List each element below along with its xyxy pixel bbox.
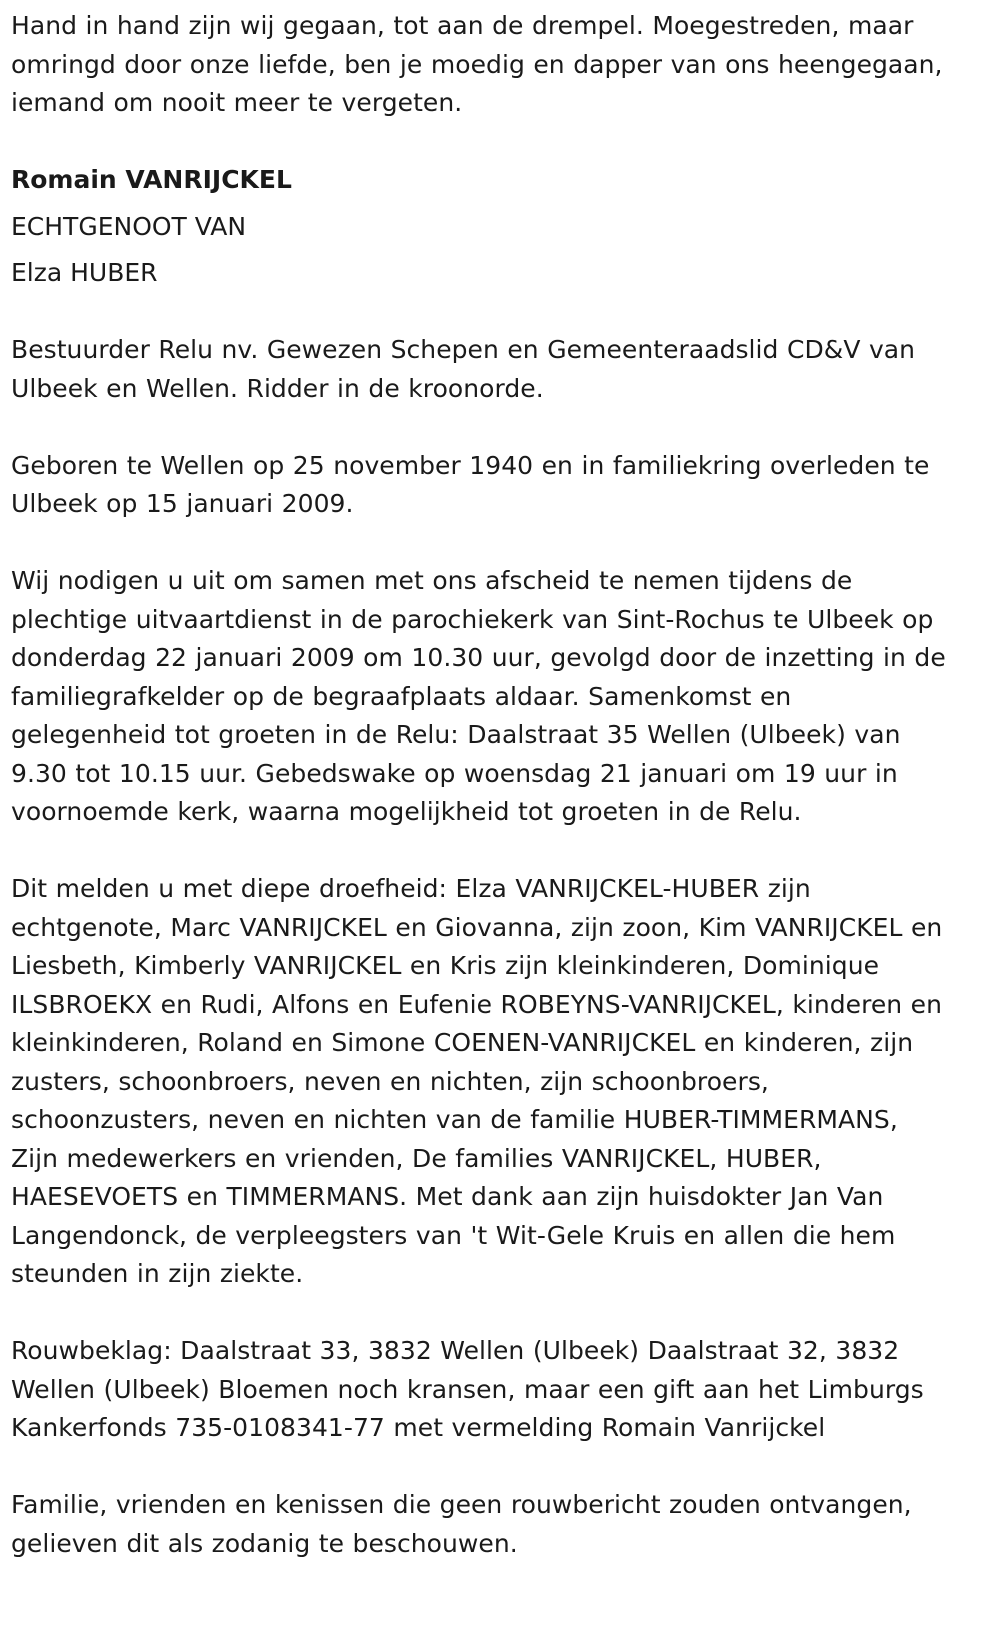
- text-line: Bestuurder Relu nv. Gewezen Schepen en Gemeenteraadslid CD&V van: [11, 335, 916, 364]
- text-line: kleinkinderen, Roland en Simone COENEN-VANRIJCKEL en kinderen, zijn: [11, 1028, 914, 1057]
- condolence-paragraph: [11, 1332, 996, 1448]
- text-line: plechtige uitvaartdienst in de parochiekerk van Sint-Rochus te Ulbeek op: [11, 604, 934, 634]
- relation-label: ECHTGENOOT VAN: [11, 211, 247, 241]
- spouse-name: Elza HUBER: [11, 258, 158, 287]
- text-line: Geboren te Wellen op 25 november 1940 en in familiekring overleden te: [11, 450, 930, 480]
- text-line: voornoemde kerk, waarna mogelijkheid tot groeten in de Relu.: [11, 797, 802, 826]
- text-line: Rouwbeklag: Daalstraat 33, 3832 Wellen (Ulbeek) Daalstraat 32, 3832: [11, 1336, 900, 1365]
- text-line: familiegrafkelder op de begraafplaats aldaar. Samenkomst en: [11, 681, 792, 711]
- text-line: steunden in zijn ziekte.: [11, 1259, 304, 1288]
- text-line: echtgenote, Marc VANRIJCKEL en Giovanna, zijn zoon, Kim VANRIJCKEL en: [11, 912, 943, 942]
- text-line: Dit melden u met diepe droefheid: Elza VANRIJCKEL-HUBER zijn: [11, 874, 811, 903]
- text-line: Langendonck, de verpleegsters van 't Wit-Gele Kruis en allen die hem: [11, 1220, 896, 1250]
- text-line: iemand om nooit meer te vergeten.: [11, 88, 463, 117]
- text-line: HAESEVOETS en TIMMERMANS. Met dank aan zijn huisdokter Jan Van: [11, 1182, 884, 1211]
- text-line: donderdag 22 januari 2009 om 10.30 uur, gevolgd door de inzetting in de: [11, 643, 946, 672]
- text-line: gelieven dit als zodanig te beschouwen.: [11, 1528, 518, 1558]
- text-line: Familie, vrienden en kenissen die geen rouwbericht zouden ontvangen,: [11, 1490, 912, 1519]
- text-line: schoonzusters, neven en nichten van de familie HUBER-TIMMERMANS,: [11, 1105, 898, 1134]
- text-line: Wellen (Ulbeek) Bloemen noch kransen, maar een gift aan het Limburgs: [11, 1374, 924, 1404]
- career-paragraph: [11, 331, 996, 408]
- invitation-paragraph: [11, 562, 996, 832]
- deceased-name: Romain VANRIJCKEL: [11, 165, 292, 194]
- text-line: Zijn medewerkers en vrienden, De families VANRIJCKEL, HUBER,: [11, 1143, 822, 1173]
- text-line: Kankerfonds 735-0108341-77 met vermelding Romain Vanrijckel: [11, 1413, 826, 1442]
- text-line: omringd door onze liefde, ben je moedig en dapper van ons heengegaan,: [11, 49, 943, 79]
- text-line: Ulbeek op 15 januari 2009.: [11, 489, 354, 518]
- text-line: 9.30 tot 10.15 uur. Gebedswake op woensdag 21 januari om 19 uur in: [11, 758, 898, 788]
- birth-death-paragraph: [11, 447, 996, 524]
- text-line: Ulbeek en Wellen. Ridder in de kroonorde.: [11, 373, 544, 403]
- announcement-paragraph: [11, 870, 996, 1294]
- text-line: Wij nodigen u uit om samen met ons afscheid te nemen tijdens de: [11, 566, 853, 595]
- text-line: ILSBROEKX en Rudi, Alfons en Eufenie ROBEYNS-VANRIJCKEL, kinderen en: [11, 989, 943, 1019]
- closing-paragraph: [11, 1486, 996, 1563]
- text-line: gelegenheid tot groeten in de Relu: Daalstraat 35 Wellen (Ulbeek) van: [11, 720, 901, 749]
- text-line: Liesbeth, Kimberly VANRIJCKEL en Kris zijn kleinkinderen, Dominique: [11, 951, 880, 980]
- text-line: zusters, schoonbroers, neven en nichten, zijn schoonbroers,: [11, 1066, 769, 1096]
- opening-paragraph: [11, 7, 996, 123]
- text-line: Hand in hand zijn wij gegaan, tot aan de drempel. Moegestreden, maar: [11, 11, 914, 40]
